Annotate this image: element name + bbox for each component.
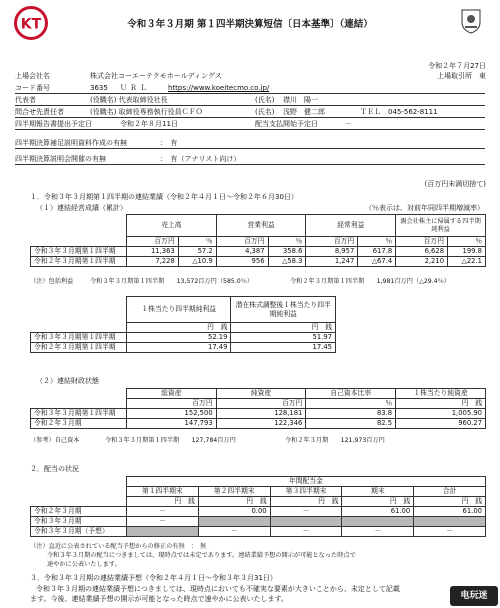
col-ordinary-income: 経常利益 [306, 215, 396, 237]
divider [15, 117, 485, 118]
table-row: 令和３年３月期第１四半期 11,363 57.2 4,387 358.6 8,957 617.8 6,628 199.8 [31, 247, 486, 257]
sec1-title: １．令和３年３月期第１四半期の連結業績（令和２年４月１日～令和２年６月30日） [30, 193, 298, 201]
sec1-sub-title: （１）連結経営成績（累計） [36, 204, 127, 212]
divider [15, 129, 485, 130]
col-sales: 売上高 [126, 215, 216, 237]
rep-label: 代表者 [15, 96, 36, 104]
company-name-label: 上場会社名 [15, 72, 50, 80]
equity-ref-r2: 令和２年３月期 121,973百万円 [285, 437, 385, 444]
divider [15, 148, 485, 149]
table-row: 令和３年３月期第１四半期 152,500 128,181 83.8 1,005.90 [31, 409, 486, 419]
col-total-assets: 総資産 [126, 389, 216, 399]
annual-dividend-header: 年間配当金 [126, 477, 485, 487]
table-row: 令和２年３月期第１四半期 17.49 17.45 [31, 343, 336, 353]
supplement-label: 四半期決算補足説明資料作成の有無 [15, 139, 127, 147]
col-operating-income: 営業利益 [216, 215, 306, 237]
sec3-title: ３．令和３年３月期の連結業績予想（令和２年４月１日～令和３年３月31日） [30, 574, 277, 582]
report-date-value: 令和２年８月11日 [120, 120, 178, 128]
watermark-badge [450, 586, 498, 606]
briefing-label: 四半期決算説明会開催の有無 [15, 155, 106, 163]
col-bps: １株当たり純資産 [396, 389, 486, 399]
sec3-line-1: 令和３年３月期の連結業績予想につきましては、現時点においても不確実な要素が大きいことから、未定として記載 [36, 585, 400, 593]
watermark-text: 电玩迷 [460, 591, 488, 601]
sec1-pct-note: （％表示は、対前年同四半期増減率） [365, 204, 484, 212]
rep-name-label: (氏名) [255, 96, 275, 104]
contact-tel: ＴＥＬ 045-562-8111 [360, 108, 438, 116]
operating-results-table: 売上高 営業利益 経常利益 親会社株主に帰属する四半期純利益 百万円 ％ 百万円 ％ 百万円 ％ 百万円 ％ 令和３年３月期第１四半期 11,363 57.2 4,387 358.6 8,957 617.8 6,628 199.8 令和２年３月期第１四半期 7,228 △10.9 956 △58.3 1,247 △67.4 2,210 △22.1 [30, 214, 486, 267]
col-equity-ratio: 自己資本比率 [306, 389, 396, 399]
equity-ref-label: （参考）自己資本 [30, 437, 80, 444]
dividend-date-label: 配当支払開始予定日 [255, 120, 318, 128]
dividend-note-2: 令和３年３月期の配当につきましては、現時点では未定であります。連結業績予想の開示が可能となった時点で [47, 552, 356, 559]
equity-ref-r3: 令和３年３月期第１四半期 127,784百万円 [105, 437, 236, 444]
page-title: 令和３年３月期 第１四半期決算短信〔日本基準〕（連結） [127, 19, 373, 30]
col-net-assets: 純資産 [216, 389, 306, 399]
sec3-line-2: ます。今後、連結業績予想の開示が可能となった時点で速やかに公表いたします。 [30, 595, 288, 603]
table-row: 令和２年３月期 147,793 122,346 82.5 960.27 [31, 419, 486, 429]
exchange-info: 上場取引所 東 [437, 72, 486, 80]
table-row: 令和３年３月期第１四半期 52.19 51.97 [31, 333, 336, 343]
table-row: 令和２年３月期第１四半期 7,228 △10.9 956 △58.3 1,247 △67.4 2,210 △22.1 [31, 257, 486, 267]
contact-name: 浅野 健二郎 [283, 108, 325, 116]
dividend-note-1: （注）直近に公表されている配当予想からの修正の有無 ： 無 [30, 543, 207, 550]
svg-text:KT: KT [20, 16, 42, 33]
url-link[interactable]: https://www.koeitecmo.co.jp/ [168, 84, 270, 92]
rep-title: (役職名) 代表取締役社長 [90, 96, 168, 104]
table-row: 令和３年３月期（予想） － － － － [31, 527, 486, 537]
supplement-value: ： 有 [160, 139, 178, 147]
comprehensive-income-label: （注）包括利益 [30, 278, 74, 285]
dividend-table: 年間配当金 第１四半期末 第２四半期末 第３四半期末 期末 合計 円 銭 円 銭 円 銭 円 銭 円 銭 令和２年３月期 － 0.00 － 61.00 61.00 令和３年３月期 － 令和３年３月期（予想） － － － － [30, 476, 486, 537]
comprehensive-income-r2: 令和２年３月期第１四半期 1,981百万円（△29.4％） [290, 278, 450, 285]
code-label: コード番号 [15, 84, 50, 92]
contact-title: (役職名) 取締役専務執行役員ＣＦＯ [90, 108, 203, 116]
eps-table: １株当たり四半期純利益 潜在株式調整後１株当たり四半期純利益 円 銭 円 銭 令和３年３月期第１四半期 52.19 51.97 令和２年３月期第１四半期 17.49 17.45 [30, 296, 336, 353]
contact-label: 問合せ先責任者 [15, 108, 64, 116]
rounding-note: (百万円未満切捨て) [424, 180, 486, 188]
comprehensive-income-r3: 令和３年３月期第１四半期 13,572百万円（585.0％） [90, 278, 254, 285]
url-label: ＵＲＬ [120, 84, 150, 92]
table-row: 令和２年３月期 － 0.00 － 61.00 61.00 [31, 507, 486, 517]
col-diluted-eps: 潜在株式調整後１株当たり四半期純利益 [231, 297, 336, 323]
rep-name: 襟川 陽一 [283, 96, 318, 104]
briefing-value: ： 有（アナリスト向け） [160, 155, 241, 163]
divider [15, 93, 485, 94]
col-net-income: 親会社株主に帰属する四半期純利益 [396, 215, 486, 237]
code-value: 3635 [90, 84, 108, 92]
report-date: 令和２年７月27日 [428, 62, 486, 70]
divider [15, 164, 485, 165]
divider [15, 105, 485, 106]
table-row: 令和３年３月期 － [31, 517, 486, 527]
contact-name-label: (氏名) [255, 108, 275, 116]
dividend-title: ２．配当の状況 [30, 465, 79, 473]
sec2-title: （２）連結財政状態 [36, 377, 99, 385]
col-eps: １株当たり四半期純利益 [126, 297, 231, 323]
dividend-note-3: 速やかに公表いたします。 [47, 561, 121, 568]
dividend-date-value: － [345, 120, 352, 128]
report-date-label: 四半期報告書提出予定日 [15, 120, 92, 128]
financial-position-table: 総資産 純資産 自己資本比率 １株当たり純資産 百万円 百万円 ％ 円 銭 令和３年３月期第１四半期 152,500 128,181 83.8 1,005.90 令和２年３月期 147,793 122,346 82.5 960.27 [30, 388, 486, 429]
company-name: 株式会社コーエーテクモホールディングス [90, 72, 222, 80]
